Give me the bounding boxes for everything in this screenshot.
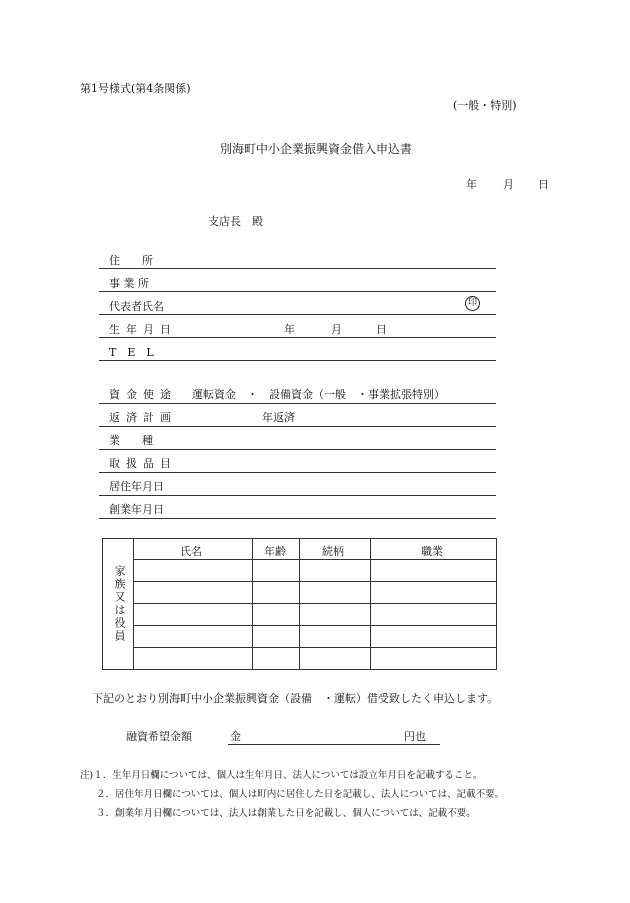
seal-mark: 印 [465, 296, 480, 311]
family-side-label: 家族又は役員 [113, 565, 126, 643]
products-line[interactable] [99, 472, 496, 473]
purpose-line[interactable] [99, 403, 496, 404]
representative-line[interactable] [99, 314, 496, 315]
amount-prefix: 金 [230, 730, 241, 743]
repayment-line[interactable] [99, 426, 496, 427]
application-statement: 下記のとおり別海町中小企業振興資金（設備 ・運転）借受致したく申込します。 [92, 692, 499, 705]
birth-day: 日 [376, 323, 387, 336]
purpose-label: 資金使途 [109, 388, 177, 401]
products-label: 取扱品目 [109, 457, 177, 470]
form-number: 第1号様式(第4条関係) [80, 82, 191, 95]
business-label: 業 種 [109, 434, 153, 447]
table-row[interactable] [133, 581, 496, 582]
table-row[interactable] [133, 625, 496, 626]
date-year: 年 [466, 178, 477, 191]
note-3: ３．創業年月日欄については、法人は創業した日を記載し、個人については、記載不要。 [96, 808, 476, 819]
address-line[interactable] [99, 268, 496, 269]
header-relation: 続柄 [322, 545, 344, 558]
amount-field[interactable] [228, 744, 440, 745]
table-row[interactable] [133, 647, 496, 648]
founded-line[interactable] [99, 518, 496, 519]
amount-label: 融資希望金額 [126, 730, 192, 743]
office-label: 事 業 所 [109, 277, 149, 290]
residence-label: 居住年月日 [109, 480, 164, 493]
header-name: 氏名 [180, 545, 202, 558]
table-row[interactable] [133, 603, 496, 604]
address-label: 住 所 [109, 254, 153, 267]
tel-label: T E L [109, 346, 154, 359]
date-day: 日 [538, 178, 549, 191]
birth-year: 年 [284, 323, 295, 336]
note-1: 注)１．生年月日欄については、個人は生年月日、法人については設立年月日を記載すること。 [80, 770, 483, 781]
header-age: 年齢 [264, 545, 286, 558]
business-line[interactable] [99, 449, 496, 450]
addressee: 支店長 殿 [208, 215, 263, 228]
office-line[interactable] [99, 291, 496, 292]
purpose-value: 運転資金 ・ 設備資金（一般 ・事業拡張特別） [192, 388, 445, 401]
amount-suffix: 円也 [404, 730, 426, 743]
page-title: 別海町中小企業振興資金借入申込書 [220, 142, 413, 156]
birth-month: 月 [331, 323, 342, 336]
tel-line[interactable] [99, 360, 496, 361]
repayment-label: 返済計画 [109, 411, 177, 424]
residence-line[interactable] [99, 495, 496, 496]
repayment-value: 年返済 [262, 411, 295, 424]
birth-line[interactable] [99, 337, 496, 338]
date-month: 月 [503, 178, 514, 191]
representative-label: 代表者氏名 [109, 300, 164, 313]
birth-label: 生年月日 [109, 323, 177, 336]
category-label: (一般・特別) [453, 99, 517, 112]
founded-label: 創業年月日 [109, 503, 164, 516]
note-2: ２．居住年月日欄については、個人は町内に居住した日を記載し、法人については、記載不要。 [96, 789, 505, 800]
header-occupation: 職業 [421, 545, 443, 558]
table-row[interactable] [133, 559, 496, 560]
